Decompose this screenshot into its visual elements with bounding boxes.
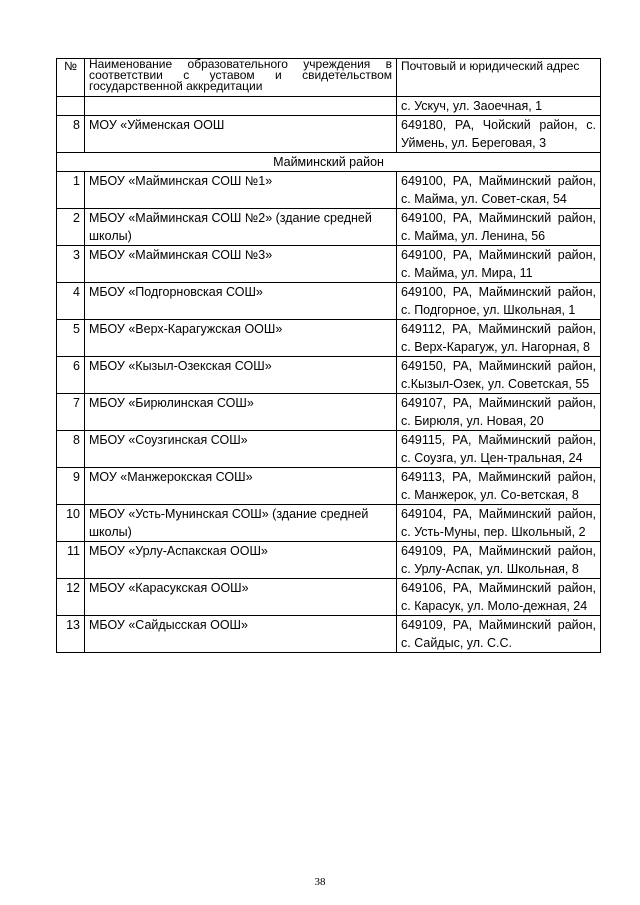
- row-address: 649150, РА, Майминский район, с.Кызыл-Озек, ул. Советская, 55: [397, 357, 601, 394]
- header-number: №: [57, 59, 85, 97]
- row-number: 8: [57, 116, 85, 153]
- table-row: [57, 246, 601, 283]
- row-number: 5: [57, 320, 85, 357]
- row-name: МБОУ «Карасукская ООШ»: [85, 579, 397, 616]
- row-name: МОУ «Манжерокская СОШ»: [85, 468, 397, 505]
- row-number: 11: [57, 542, 85, 579]
- table-row: [57, 616, 601, 653]
- schools-table: [56, 58, 601, 653]
- row-address: 649106, РА, Майминский район, с. Карасук, ул. Моло-дежная, 24: [397, 579, 601, 616]
- row-number: 10: [57, 505, 85, 542]
- table-row: [57, 209, 601, 246]
- table-row: [57, 320, 601, 357]
- table-row-continued: [57, 97, 601, 116]
- row-number: 7: [57, 394, 85, 431]
- table-row: [57, 542, 601, 579]
- table-header-row: [57, 59, 601, 97]
- row-number: 4: [57, 283, 85, 320]
- row-name: МБОУ «Усть-Мунинская СОШ» (здание средней школы): [85, 505, 397, 542]
- section-row: [57, 153, 601, 172]
- section-title: Майминский район: [57, 153, 601, 172]
- row-address: 649113, РА, Майминский район, с. Манжерок, ул. Со-ветская, 8: [397, 468, 601, 505]
- row-address: 649100, РА, Майминский район, с. Майма, ул. Мира, 11: [397, 246, 601, 283]
- row-address: 649100, РА, Майминский район, с. Майма, ул. Совет-ская, 54: [397, 172, 601, 209]
- row-name: МБОУ «Верх-Карагужская ООШ»: [85, 320, 397, 357]
- row-number: 12: [57, 579, 85, 616]
- table-row: [57, 172, 601, 209]
- table-row: [57, 505, 601, 542]
- row-number: 9: [57, 468, 85, 505]
- row-name: МБОУ «Урлу-Аспакская ООШ»: [85, 542, 397, 579]
- row-address: 649112, РА, Майминский район, с. Верх-Карагуж, ул. Нагорная, 8: [397, 320, 601, 357]
- row-name: МОУ «Уйменская ООШ: [85, 116, 397, 153]
- page-number: 38: [314, 876, 326, 888]
- row-number: [57, 97, 85, 116]
- row-name: [85, 97, 397, 116]
- row-number: 3: [57, 246, 85, 283]
- row-address: 649115, РА, Майминский район, с. Соузга, ул. Цен-тральная, 24: [397, 431, 601, 468]
- row-address: 649180, РА, Чойский район, с. Уймень, ул. Береговая, 3: [397, 116, 601, 153]
- row-name: МБОУ «Сайдысская ООШ»: [85, 616, 397, 653]
- row-name: МБОУ «Кызыл-Озекская СОШ»: [85, 357, 397, 394]
- table-row: [57, 579, 601, 616]
- row-number: 2: [57, 209, 85, 246]
- header-address: Почтовый и юридический адрес: [397, 59, 601, 97]
- row-name: МБОУ «Майминская СОШ №3»: [85, 246, 397, 283]
- row-number: 1: [57, 172, 85, 209]
- table-row: [57, 431, 601, 468]
- row-address: с. Ускуч, ул. Заоечная, 1: [397, 97, 601, 116]
- table-row: [57, 283, 601, 320]
- row-number: 8: [57, 431, 85, 468]
- row-name: МБОУ «Соузгинская СОШ»: [85, 431, 397, 468]
- header-name: Наименование образовательного учреждения в соответствии с уставом и свидетельством государственной аккредитации: [85, 59, 397, 97]
- row-address: 649100, РА, Майминский район, с. Подгорное, ул. Школьная, 1: [397, 283, 601, 320]
- row-name: МБОУ «Майминская СОШ №2» (здание средней школы): [85, 209, 397, 246]
- table-row: [57, 468, 601, 505]
- row-address: 649107, РА, Майминский район, с. Бирюля, ул. Новая, 20: [397, 394, 601, 431]
- row-name: МБОУ «Подгорновская СОШ»: [85, 283, 397, 320]
- row-name: МБОУ «Майминская СОШ №1»: [85, 172, 397, 209]
- table-row: [57, 357, 601, 394]
- row-address: 649100, РА, Майминский район, с. Майма, ул. Ленина, 56: [397, 209, 601, 246]
- row-number: 13: [57, 616, 85, 653]
- row-address: 649109, РА, Майминский район, с. Сайдыс, ул. С.С.: [397, 616, 601, 653]
- row-number: 6: [57, 357, 85, 394]
- row-address: 649109, РА, Майминский район, с. Урлу-Аспак, ул. Школьная, 8: [397, 542, 601, 579]
- row-name: МБОУ «Бирюлинская СОШ»: [85, 394, 397, 431]
- table-row: [57, 394, 601, 431]
- row-address: 649104, РА, Майминский район, с. Усть-Муны, пер. Школьный, 2: [397, 505, 601, 542]
- table-row: [57, 116, 601, 153]
